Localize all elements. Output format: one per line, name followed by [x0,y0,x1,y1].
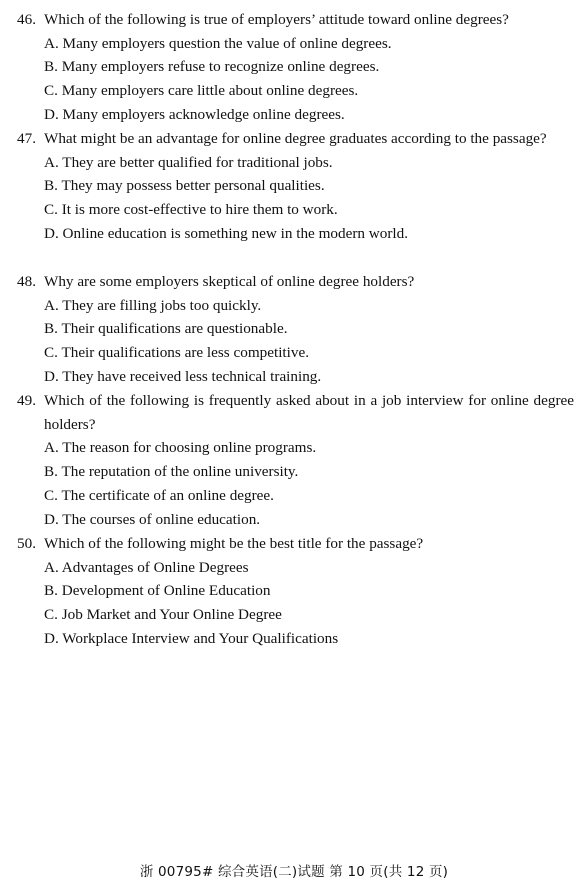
option-a: A. The reason for choosing online programs. [44,439,317,457]
question-stem [0,127,588,151]
option-b: B. The reputation of the online university. [44,462,299,480]
question-stem [0,389,588,436]
option-d: D. Many employers acknowledge online degrees. [44,105,345,123]
question-text: What might be an advantage for online degree graduates according to the passage? [44,130,547,147]
option-a: A. Many employers question the value of online degrees. [44,34,392,52]
option-list [0,32,588,127]
option-b: B. Development of Online Education [44,582,271,600]
option-d: D. They have received less technical training. [44,367,322,385]
option-a: A. Advantages of Online Degrees [44,558,249,576]
question-number: 48. [17,273,36,290]
option-b: B. They may possess better personal qualities. [44,177,325,195]
question-number: 46. [17,11,36,28]
option-d: D. Online education is something new in the modern world. [44,224,409,242]
question-47 [0,127,588,246]
question-text: Why are some employers skeptical of online degree holders? [44,273,415,290]
question-text: Which of the following is frequently asked about in a job interview for online degree holders? [44,392,574,433]
option-c: C. Many employers care little about online degrees. [44,82,359,100]
question-number: 49. [17,392,36,409]
question-46 [0,8,588,127]
option-c: C. Their qualifications are less competitive. [44,344,310,362]
question-stem [0,532,588,556]
option-b: B. Their qualifications are questionable. [44,320,288,338]
option-list [0,294,588,389]
option-d: D. Workplace Interview and Your Qualifications [44,629,339,647]
option-c: C. The certificate of an online degree. [44,486,274,504]
option-b: B. Many employers refuse to recognize online degrees. [44,58,380,76]
question-49 [0,389,588,531]
question-stem [0,270,588,294]
question-48 [0,270,588,389]
question-number: 47. [17,130,36,147]
question-text: Which of the following might be the best title for the passage? [44,535,424,552]
question-50 [0,532,588,651]
option-d: D. The courses of online education. [44,510,261,528]
question-number: 50. [17,535,36,552]
option-c: C. Job Market and Your Online Degree [44,606,282,624]
question-text: Which of the following is true of employers’ attitude toward online degrees? [44,11,509,28]
option-a: A. They are better qualified for traditional jobs. [44,153,333,171]
page-footer: 浙 00795# 综合英语(二)试题 第 10 页(共 12 页) [139,864,449,880]
option-list [0,151,588,246]
option-list [0,436,588,531]
option-list [0,556,588,651]
option-a: A. They are filling jobs too quickly. [44,296,262,314]
question-stem [0,8,588,32]
option-c: C. It is more cost-effective to hire them to work. [44,201,338,219]
